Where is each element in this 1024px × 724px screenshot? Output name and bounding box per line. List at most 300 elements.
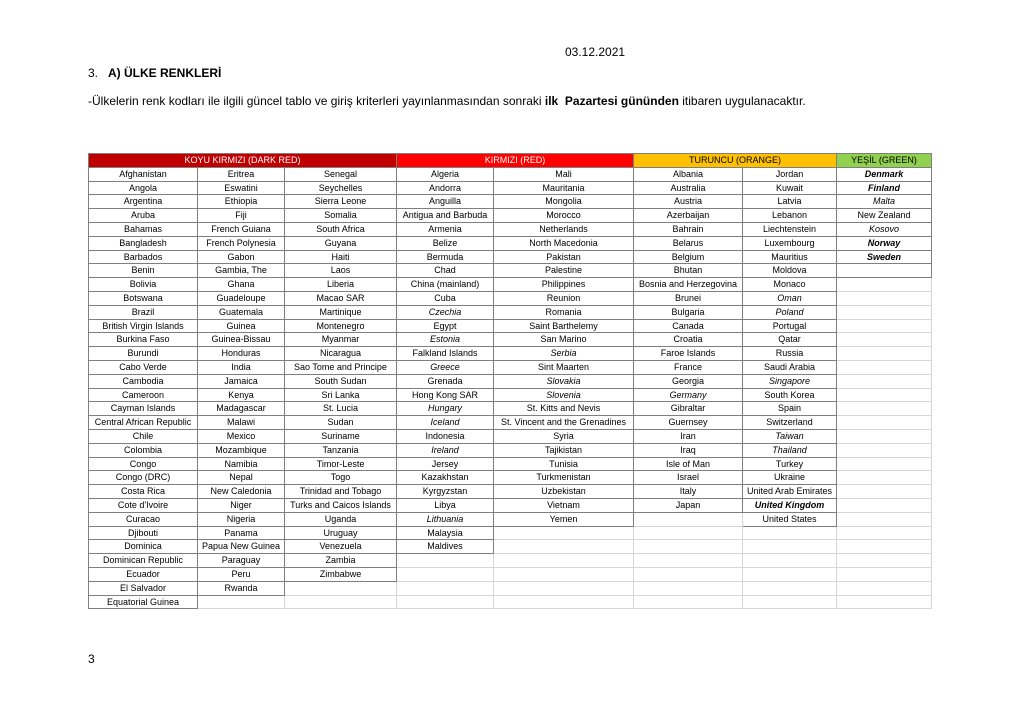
table-row (89, 374, 932, 388)
section-number: 3. (88, 66, 99, 80)
empty-cell (743, 526, 837, 540)
table-row (89, 443, 932, 457)
country-cell: Gabon (198, 250, 285, 264)
country-cell: Kyrgyzstan (397, 485, 494, 499)
country-cell: Canada (634, 319, 743, 333)
country-cell: Falkland Islands (397, 347, 494, 361)
country-cell: Denmark (837, 167, 932, 181)
country-cell: Maldives (397, 540, 494, 554)
country-cell: Romania (494, 305, 634, 319)
table-row (89, 567, 932, 581)
table-body (89, 167, 932, 609)
country-cell: Lithuania (397, 512, 494, 526)
country-cell: Jamaica (198, 374, 285, 388)
country-cell: Egypt (397, 319, 494, 333)
empty-cell (837, 581, 932, 595)
empty-cell (837, 554, 932, 568)
country-cell: Qatar (743, 333, 837, 347)
country-cell: Saint Barthelemy (494, 319, 634, 333)
country-cell: Albania (634, 167, 743, 181)
country-cell: Tajikistan (494, 443, 634, 457)
country-cell: Bahrain (634, 222, 743, 236)
country-cell: Cuba (397, 291, 494, 305)
country-cell: Cayman Islands (89, 402, 198, 416)
country-cell: Brunei (634, 291, 743, 305)
country-cell: Libya (397, 498, 494, 512)
country-cell: Colombia (89, 443, 198, 457)
country-cell: Belarus (634, 236, 743, 250)
country-cell: Sri Lanka (285, 388, 397, 402)
country-cell: Jordan (743, 167, 837, 181)
country-cell: Burkina Faso (89, 333, 198, 347)
empty-cell (743, 554, 837, 568)
table-row (89, 305, 932, 319)
country-cell: Panama (198, 526, 285, 540)
document-date: 03.12.2021 (565, 45, 626, 59)
country-cell: Norway (837, 236, 932, 250)
country-cell: Trinidad and Tobago (285, 485, 397, 499)
table-row (89, 595, 932, 609)
empty-cell (743, 567, 837, 581)
table-row (89, 498, 932, 512)
country-cell: Russia (743, 347, 837, 361)
country-cell: Haiti (285, 250, 397, 264)
table-row (89, 236, 932, 250)
country-cell: Malta (837, 195, 932, 209)
empty-cell (634, 581, 743, 595)
country-cell: Belgium (634, 250, 743, 264)
empty-cell (837, 485, 932, 499)
country-cell: Senegal (285, 167, 397, 181)
country-cell: Thailand (743, 443, 837, 457)
country-cell: Poland (743, 305, 837, 319)
empty-cell (837, 416, 932, 430)
country-cell: Malawi (198, 416, 285, 430)
country-cell: Armenia (397, 222, 494, 236)
country-cell: South Sudan (285, 374, 397, 388)
country-cell: Zambia (285, 554, 397, 568)
country-cell: Grenada (397, 374, 494, 388)
empty-cell (634, 595, 743, 609)
country-cell: South Africa (285, 222, 397, 236)
country-cell: French Guiana (198, 222, 285, 236)
table-row (89, 347, 932, 361)
country-cell: Sudan (285, 416, 397, 430)
country-cell: Seychelles (285, 181, 397, 195)
empty-cell (837, 278, 932, 292)
section-title: A) ÜLKE RENKLERİ (108, 66, 222, 80)
country-cell: Bangladesh (89, 236, 198, 250)
empty-cell (837, 291, 932, 305)
country-cell: Saudi Arabia (743, 360, 837, 374)
country-cell: Dominican Republic (89, 554, 198, 568)
empty-cell (494, 567, 634, 581)
country-cell: Belize (397, 236, 494, 250)
country-cell: Tanzania (285, 443, 397, 457)
country-cell: South Korea (743, 388, 837, 402)
country-cell: Dominica (89, 540, 198, 554)
empty-cell (837, 471, 932, 485)
country-cell: United States (743, 512, 837, 526)
country-cell: Honduras (198, 347, 285, 361)
country-cell: United Arab Emirates (743, 485, 837, 499)
country-cell: Bulgaria (634, 305, 743, 319)
table-row (89, 388, 932, 402)
table-row (89, 416, 932, 430)
country-cell: Sierra Leone (285, 195, 397, 209)
country-cell: Paraguay (198, 554, 285, 568)
table-row (89, 402, 932, 416)
empty-cell (837, 319, 932, 333)
country-cell: Faroe Islands (634, 347, 743, 361)
empty-cell (397, 567, 494, 581)
country-cell: Latvia (743, 195, 837, 209)
empty-cell (837, 360, 932, 374)
country-cell: Bermuda (397, 250, 494, 264)
table-row (89, 526, 932, 540)
table-row (89, 581, 932, 595)
country-cell: United Kingdom (743, 498, 837, 512)
country-cell: Hungary (397, 402, 494, 416)
country-cell: Syria (494, 429, 634, 443)
empty-cell (837, 264, 932, 278)
empty-cell (397, 595, 494, 609)
country-cell: Cambodia (89, 374, 198, 388)
empty-cell (634, 512, 743, 526)
country-cell: Indonesia (397, 429, 494, 443)
country-cell: Botswana (89, 291, 198, 305)
table-row (89, 209, 932, 223)
country-cell: Eswatini (198, 181, 285, 195)
table-row (89, 264, 932, 278)
country-cell: Chile (89, 429, 198, 443)
country-cell: Lebanon (743, 209, 837, 223)
table-row (89, 554, 932, 568)
country-cell: Taiwan (743, 429, 837, 443)
country-cell: Burundi (89, 347, 198, 361)
table-row (89, 319, 932, 333)
country-cell: Turkey (743, 457, 837, 471)
country-cell: Brazil (89, 305, 198, 319)
country-cell: Martinique (285, 305, 397, 319)
country-cell: Morocco (494, 209, 634, 223)
country-cell: Hong Kong SAR (397, 388, 494, 402)
country-cell: Slovenia (494, 388, 634, 402)
country-cell: Mozambique (198, 443, 285, 457)
country-cell: Namibia (198, 457, 285, 471)
group-header-orange: TURUNCU (ORANGE) (634, 154, 837, 168)
country-cell: Liberia (285, 278, 397, 292)
country-cell: Uganda (285, 512, 397, 526)
country-cell: Nigeria (198, 512, 285, 526)
country-cell: Mali (494, 167, 634, 181)
country-cell: Costa Rica (89, 485, 198, 499)
empty-cell (634, 540, 743, 554)
country-cell: Ireland (397, 443, 494, 457)
country-cell: Bahamas (89, 222, 198, 236)
empty-cell (837, 402, 932, 416)
country-cell: Montenegro (285, 319, 397, 333)
country-cell: Sweden (837, 250, 932, 264)
country-cell: Algeria (397, 167, 494, 181)
group-header-green: YEŞİL (GREEN) (837, 154, 932, 168)
country-cell: Japan (634, 498, 743, 512)
country-cell: Mauritania (494, 181, 634, 195)
country-cell: Azerbaijan (634, 209, 743, 223)
empty-cell (285, 595, 397, 609)
country-cell: San Marino (494, 333, 634, 347)
country-cell: Kosovo (837, 222, 932, 236)
country-cell: Iraq (634, 443, 743, 457)
country-cell: Uzbekistan (494, 485, 634, 499)
country-cell: Liechtenstein (743, 222, 837, 236)
empty-cell (494, 581, 634, 595)
table-row (89, 540, 932, 554)
empty-cell (743, 540, 837, 554)
table-row (89, 429, 932, 443)
country-cell: Australia (634, 181, 743, 195)
country-cell: Ecuador (89, 567, 198, 581)
country-cell: New Zealand (837, 209, 932, 223)
country-cell: France (634, 360, 743, 374)
empty-cell (397, 554, 494, 568)
country-cell: Kenya (198, 388, 285, 402)
country-cell: Chad (397, 264, 494, 278)
country-cell: Bhutan (634, 264, 743, 278)
empty-cell (494, 526, 634, 540)
country-cell: Rwanda (198, 581, 285, 595)
empty-cell (837, 540, 932, 554)
country-cell: Austria (634, 195, 743, 209)
table-row (89, 250, 932, 264)
intro-emphasis-monday: Pazartesi gününden (564, 94, 679, 108)
country-cell: Kuwait (743, 181, 837, 195)
country-cell: Malaysia (397, 526, 494, 540)
country-cell: Yemen (494, 512, 634, 526)
empty-cell (837, 498, 932, 512)
country-cell: Gibraltar (634, 402, 743, 416)
country-cell: India (198, 360, 285, 374)
country-cell: Guyana (285, 236, 397, 250)
empty-cell (837, 333, 932, 347)
country-cell: St. Lucia (285, 402, 397, 416)
country-cell: Slovakia (494, 374, 634, 388)
empty-cell (285, 581, 397, 595)
country-cell: Anguilla (397, 195, 494, 209)
country-cell: Isle of Man (634, 457, 743, 471)
country-cell: Madagascar (198, 402, 285, 416)
country-cell: Antigua and Barbuda (397, 209, 494, 223)
country-cell: Iceland (397, 416, 494, 430)
table-row (89, 485, 932, 499)
country-cell: St. Vincent and the Grenadines (494, 416, 634, 430)
table-row (89, 333, 932, 347)
country-cell: Somalia (285, 209, 397, 223)
country-cell: Georgia (634, 374, 743, 388)
country-cell: Finland (837, 181, 932, 195)
country-cell: Turkmenistan (494, 471, 634, 485)
country-cell: Nepal (198, 471, 285, 485)
country-cell: Papua New Guinea (198, 540, 285, 554)
table-header (89, 154, 932, 168)
country-cell: Cabo Verde (89, 360, 198, 374)
country-cell: Afghanistan (89, 167, 198, 181)
country-cell: Venezuela (285, 540, 397, 554)
country-cell: Pakistan (494, 250, 634, 264)
country-cell: Sao Tome and Principe (285, 360, 397, 374)
country-cell: Congo (89, 457, 198, 471)
empty-cell (837, 429, 932, 443)
empty-cell (837, 457, 932, 471)
empty-cell (837, 512, 932, 526)
country-cell: Myanmar (285, 333, 397, 347)
empty-cell (634, 526, 743, 540)
country-cell: North Macedonia (494, 236, 634, 250)
country-cell: Togo (285, 471, 397, 485)
country-cell: Laos (285, 264, 397, 278)
country-cell: Netherlands (494, 222, 634, 236)
country-cell: Central African Republic (89, 416, 198, 430)
country-cell: Andorra (397, 181, 494, 195)
country-cell: Iran (634, 429, 743, 443)
country-cell: Bosnia and Herzegovina (634, 278, 743, 292)
country-cell: Ethiopia (198, 195, 285, 209)
country-cell: Kazakhstan (397, 471, 494, 485)
country-color-table (88, 153, 932, 609)
country-cell: French Polynesia (198, 236, 285, 250)
intro-text-start: -Ülkelerin renk kodları ile ilgili güncel tablo ve giriş kriterleri yayınlanmasından sonraki (88, 94, 545, 108)
table-row (89, 167, 932, 181)
empty-cell (837, 526, 932, 540)
section-heading (88, 66, 221, 80)
country-cell: Angola (89, 181, 198, 195)
country-cell: Equatorial Guinea (89, 595, 198, 609)
country-cell: Guernsey (634, 416, 743, 430)
intro-emphasis-first: ilk (544, 94, 559, 108)
country-cell: Ukraine (743, 471, 837, 485)
country-cell: Moldova (743, 264, 837, 278)
intro-text-end: itibaren uygulanacaktır. (678, 94, 806, 108)
empty-cell (397, 581, 494, 595)
country-cell: Reunion (494, 291, 634, 305)
empty-cell (743, 595, 837, 609)
country-cell: Fiji (198, 209, 285, 223)
intro-spacer (558, 94, 565, 108)
country-cell: Guadeloupe (198, 291, 285, 305)
empty-cell (837, 567, 932, 581)
country-cell: Serbia (494, 347, 634, 361)
empty-cell (634, 554, 743, 568)
country-cell: Jersey (397, 457, 494, 471)
group-header-red: KIRMIZI (RED) (397, 154, 634, 168)
country-cell: China (mainland) (397, 278, 494, 292)
country-cell: Niger (198, 498, 285, 512)
page-number: 3 (88, 652, 95, 666)
country-cell: Philippines (494, 278, 634, 292)
country-cell: Ghana (198, 278, 285, 292)
country-cell: Mexico (198, 429, 285, 443)
country-cell: Argentina (89, 195, 198, 209)
country-cell: Guinea-Bissau (198, 333, 285, 347)
country-cell: Barbados (89, 250, 198, 264)
country-cell: Greece (397, 360, 494, 374)
country-cell: Eritrea (198, 167, 285, 181)
empty-cell (837, 443, 932, 457)
country-cell: St. Kitts and Nevis (494, 402, 634, 416)
country-cell: New Caledonia (198, 485, 285, 499)
country-cell: Guatemala (198, 305, 285, 319)
country-cell: Vietnam (494, 498, 634, 512)
empty-cell (837, 595, 932, 609)
country-cell: Monaco (743, 278, 837, 292)
country-cell: Bolivia (89, 278, 198, 292)
country-cell: Czechia (397, 305, 494, 319)
country-cell: Djibouti (89, 526, 198, 540)
group-header-dark-red: KOYU KIRMIZI (DARK RED) (89, 154, 397, 168)
table-row (89, 360, 932, 374)
empty-cell (837, 305, 932, 319)
country-cell: Turks and Caicos Islands (285, 498, 397, 512)
country-cell: Congo (DRC) (89, 471, 198, 485)
empty-cell (494, 554, 634, 568)
country-cell: Mauritius (743, 250, 837, 264)
table-row (89, 291, 932, 305)
country-cell: Spain (743, 402, 837, 416)
intro-paragraph (88, 94, 806, 108)
country-cell: Palestine (494, 264, 634, 278)
table-row (89, 512, 932, 526)
country-cell: Portugal (743, 319, 837, 333)
country-cell: Aruba (89, 209, 198, 223)
country-cell: Oman (743, 291, 837, 305)
empty-cell (837, 347, 932, 361)
country-cell: Gambia, The (198, 264, 285, 278)
country-cell: Israel (634, 471, 743, 485)
country-cell: Mongolia (494, 195, 634, 209)
table-row (89, 222, 932, 236)
table-row (89, 471, 932, 485)
country-cell: Uruguay (285, 526, 397, 540)
country-cell: Peru (198, 567, 285, 581)
country-cell: Switzerland (743, 416, 837, 430)
table-row (89, 195, 932, 209)
empty-cell (494, 540, 634, 554)
country-cell: Guinea (198, 319, 285, 333)
country-cell: Singapore (743, 374, 837, 388)
empty-cell (634, 567, 743, 581)
table-row (89, 278, 932, 292)
country-cell: Cote d'Ivoire (89, 498, 198, 512)
country-cell: Suriname (285, 429, 397, 443)
table-row (89, 181, 932, 195)
country-cell: Italy (634, 485, 743, 499)
table-row (89, 457, 932, 471)
empty-cell (837, 374, 932, 388)
country-cell: Zimbabwe (285, 567, 397, 581)
country-cell: Estonia (397, 333, 494, 347)
empty-cell (837, 388, 932, 402)
empty-cell (743, 581, 837, 595)
empty-cell (198, 595, 285, 609)
country-cell: El Salvador (89, 581, 198, 595)
country-cell: Sint Maarten (494, 360, 634, 374)
country-cell: Luxembourg (743, 236, 837, 250)
country-cell: Macao SAR (285, 291, 397, 305)
country-cell: Timor-Leste (285, 457, 397, 471)
empty-cell (494, 595, 634, 609)
country-cell: Curacao (89, 512, 198, 526)
country-cell: Tunisia (494, 457, 634, 471)
